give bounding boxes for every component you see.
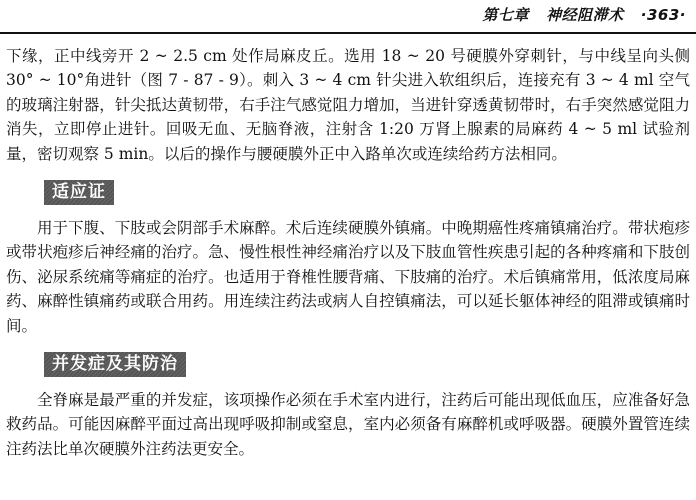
complications-heading: 并发症及其防治: [44, 352, 186, 377]
page-header: [0, 0, 696, 30]
indications-heading: 适应证: [44, 180, 114, 205]
indications-paragraph: 用于下腹、下肢或会阴部手术麻醉。术后连续硬膜外镇痛。中晚期癌性疼痛镇痛治疗。带状疱疹或带状疱疹后神经痛的治疗。急、慢性根性神经痛治疗以及下肢血管性疾患引起的各种疼痛和下肢创伤、泌尿系统痛等痛症的治疗。也适用于脊椎性腰背痛、下肢痛的治疗。术后镇痛常用，低浓度局麻药、麻醉性镇痛药或联合用药。用连续注药法或病人自控镇痛法，可以延长躯体神经的阻滞或镇痛时间。: [6, 219, 690, 335]
complications-paragraph: 全脊麻是最严重的并发症，该项操作必须在手术室内进行，注药后可能出现低血压，应准备好急救药品。可能因麻醉平面过高出现呼吸抑制或窒息，室内必须备有麻醉机或呼吸器。硬膜外置管连续注药法比单次硬膜外注药法更安全。: [6, 391, 690, 458]
page-number: ·363·: [640, 6, 686, 24]
running-header: [482, 4, 686, 25]
intro-paragraph: 下缘，正中线旁开 2 ~ 2.5 cm 处作局麻皮丘。选用 18 ~ 20 号硬膜外穿刺针，与中线呈向头侧 30° ~ 10°角进针（图 7 - 87 - 9）。刺入 3 ~ 4 cm 针尖进入软组织后，连接充有 3 ~ 4 ml 空气的玻璃注射器，针尖抵达黄韧带，右手注气感觉阻力增加，当进针穿透黄韧带时，右手突然感觉阻力消失，立即停止进针。回吸无血、无脑脊液，注射含 1:20 万肾上腺素的局麻药 4 ~ 5 ml 试验剂量，密切观察 5 min。以后的操作与腰硬膜外正中入路单次或连续给药方法相同。: [6, 47, 690, 163]
chapter-label: 第七章: [482, 6, 529, 24]
page-body: [6, 44, 690, 461]
complications-section: [6, 352, 690, 378]
indications-section: [6, 180, 690, 206]
header-rule: [0, 32, 696, 34]
chapter-title: 神经阻滞术: [546, 6, 624, 24]
